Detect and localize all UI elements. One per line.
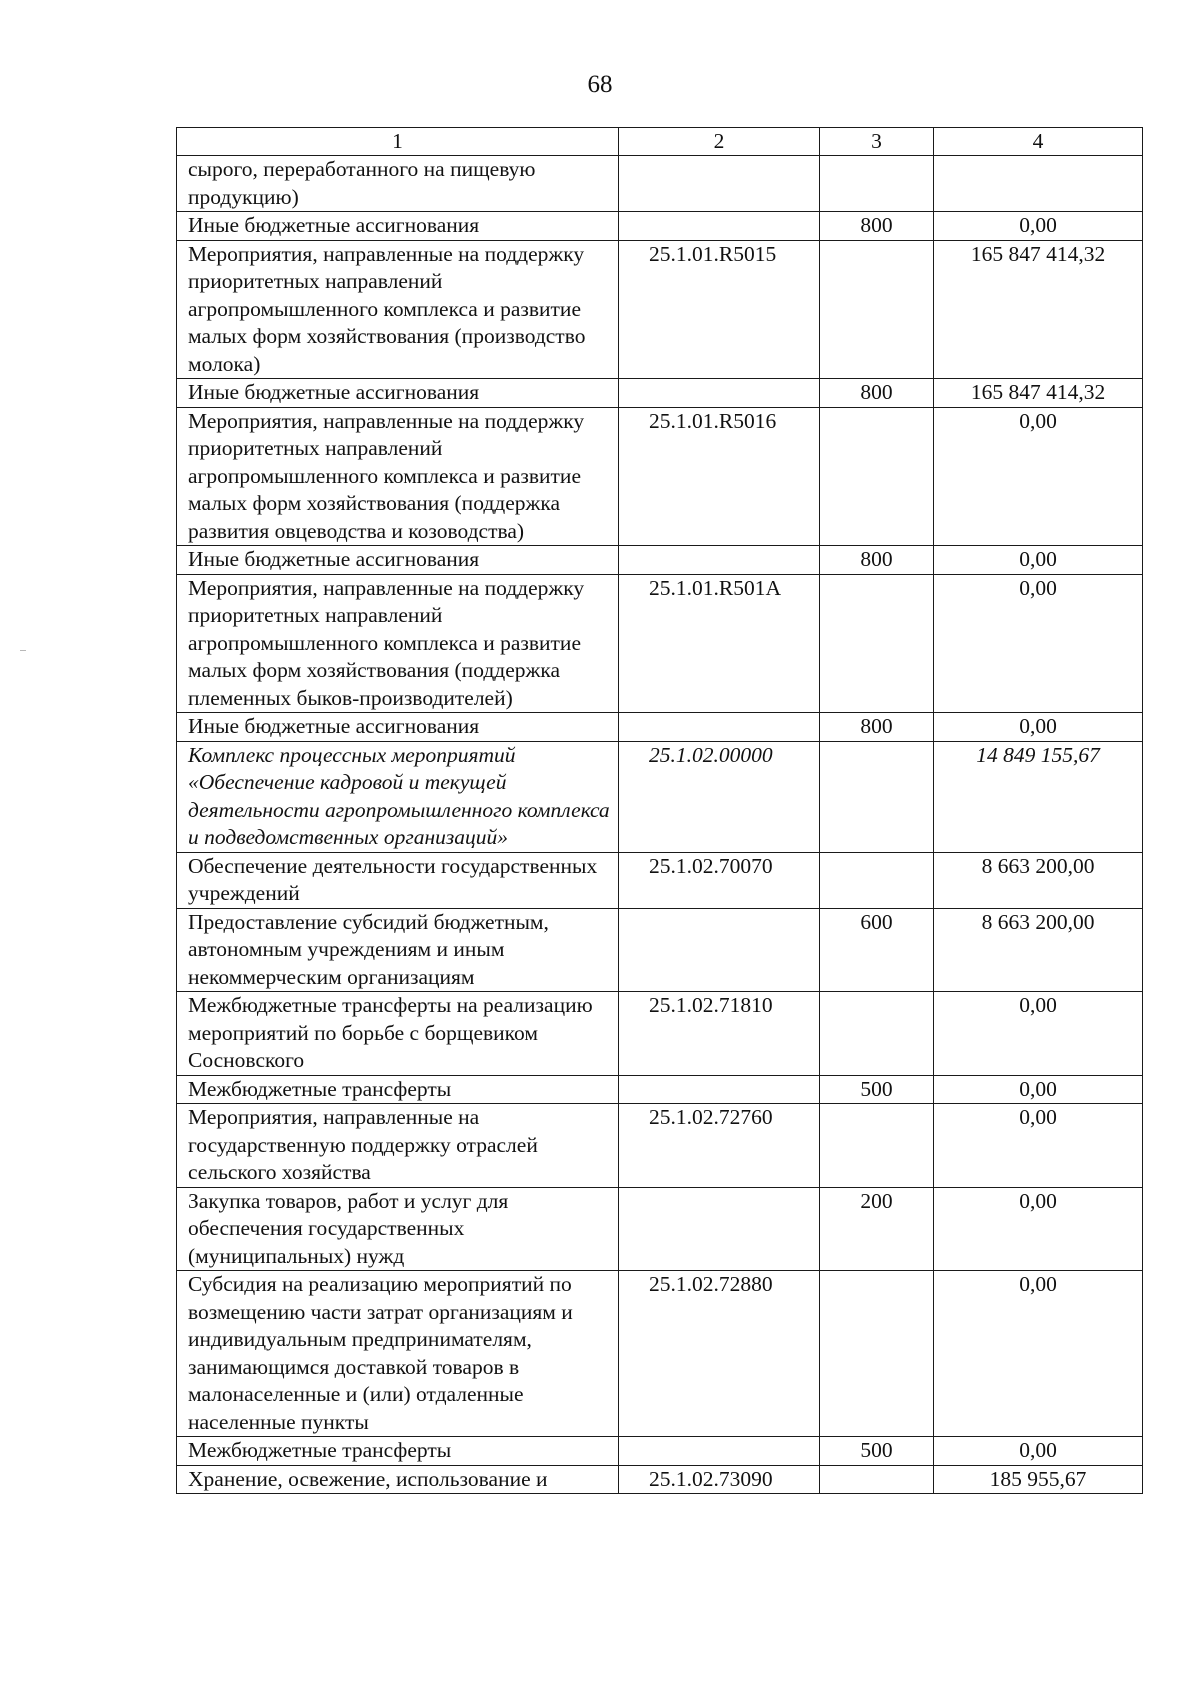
row-name-cell: Межбюджетные трансферты на реализацию мероприятий по борьбе с борщевиком Сосновского <box>177 992 619 1076</box>
row-expense-type-cell <box>820 741 934 852</box>
row-code-cell: 25.1.02.73090 <box>619 1465 820 1494</box>
row-amount-cell: 0,00 <box>934 1104 1143 1188</box>
page-number: 68 <box>587 71 613 98</box>
row-amount-cell: 185 955,67 <box>934 1465 1143 1494</box>
column-header-1: 1 <box>177 128 619 156</box>
table-row <box>177 1075 1143 1104</box>
table-row <box>177 156 1143 212</box>
column-header-4: 4 <box>934 128 1143 156</box>
row-name-cell: Комплекс процессных мероприятий «Обеспечение кадровой и текущей деятельности агропромышленного комплекса и подведомственных организаций» <box>177 741 619 852</box>
row-name-cell: Закупка товаров, работ и услуг для обеспечения государственных (муниципальных) нужд <box>177 1187 619 1271</box>
column-header-3: 3 <box>820 128 934 156</box>
row-code-cell <box>619 713 820 742</box>
row-name-cell: Иные бюджетные ассигнования <box>177 212 619 241</box>
row-expense-type-cell <box>820 574 934 713</box>
row-expense-type-cell: 800 <box>820 546 934 575</box>
row-code-cell: 25.1.01.R501A <box>619 574 820 713</box>
row-code-cell: 25.1.02.72880 <box>619 1271 820 1437</box>
table-row <box>177 546 1143 575</box>
row-name-cell: Межбюджетные трансферты <box>177 1437 619 1466</box>
row-code-cell: 25.1.02.72760 <box>619 1104 820 1188</box>
row-name-cell: Мероприятия, направленные на поддержку приоритетных направлений агропромышленного комплекса и развитие малых форм хозяйствования (поддержка развития овцеводства и козоводства) <box>177 407 619 546</box>
row-name-cell: Предоставление субсидий бюджетным, автономным учреждениям и иным некоммерческим организациям <box>177 908 619 992</box>
row-code-cell: 25.1.02.71810 <box>619 992 820 1076</box>
row-amount-cell: 0,00 <box>934 1187 1143 1271</box>
row-expense-type-cell: 800 <box>820 713 934 742</box>
row-amount-cell: 0,00 <box>934 713 1143 742</box>
row-code-cell <box>619 1187 820 1271</box>
row-amount-cell: 0,00 <box>934 1437 1143 1466</box>
row-amount-cell: 0,00 <box>934 1075 1143 1104</box>
row-amount-cell: 8 663 200,00 <box>934 852 1143 908</box>
row-amount-cell: 8 663 200,00 <box>934 908 1143 992</box>
row-expense-type-cell <box>820 1465 934 1494</box>
row-code-cell <box>619 1075 820 1104</box>
row-name-cell: Иные бюджетные ассигнования <box>177 379 619 408</box>
table-row <box>177 1271 1143 1437</box>
row-code-cell <box>619 379 820 408</box>
row-name-cell: Иные бюджетные ассигнования <box>177 546 619 575</box>
row-name-cell: Мероприятия, направленные на поддержку приоритетных направлений агропромышленного комплекса и развитие малых форм хозяйствования (поддержка племенных быков-производителей) <box>177 574 619 713</box>
row-expense-type-cell <box>820 240 934 379</box>
row-amount-cell: 165 847 414,32 <box>934 240 1143 379</box>
table-row <box>177 1104 1143 1188</box>
row-code-cell: 25.1.01.R5016 <box>619 407 820 546</box>
budget-table <box>176 127 1143 1494</box>
row-amount-cell <box>934 156 1143 212</box>
row-name-cell: Иные бюджетные ассигнования <box>177 713 619 742</box>
row-code-cell <box>619 212 820 241</box>
row-expense-type-cell: 500 <box>820 1075 934 1104</box>
row-expense-type-cell: 800 <box>820 212 934 241</box>
row-name-cell: Субсидия на реализацию мероприятий по возмещению части затрат организациям и индивидуальным предпринимателям, занимающимся доставкой товаров в малонаселенные и (или) отдаленные населенные пункты <box>177 1271 619 1437</box>
row-expense-type-cell <box>820 1271 934 1437</box>
table-row <box>177 407 1143 546</box>
row-expense-type-cell: 200 <box>820 1187 934 1271</box>
row-amount-cell: 0,00 <box>934 546 1143 575</box>
row-expense-type-cell <box>820 1104 934 1188</box>
row-code-cell <box>619 156 820 212</box>
row-amount-cell: 0,00 <box>934 212 1143 241</box>
column-header-2: 2 <box>619 128 820 156</box>
row-code-cell <box>619 1437 820 1466</box>
row-code-cell <box>619 908 820 992</box>
row-expense-type-cell: 600 <box>820 908 934 992</box>
table-row <box>177 240 1143 379</box>
row-name-cell: Мероприятия, направленные на государственную поддержку отраслей сельского хозяйства <box>177 1104 619 1188</box>
table-row <box>177 1437 1143 1466</box>
row-amount-cell: 0,00 <box>934 992 1143 1076</box>
row-amount-cell: 0,00 <box>934 1271 1143 1437</box>
row-expense-type-cell <box>820 156 934 212</box>
column-number-row <box>177 128 1143 156</box>
table-row <box>177 741 1143 852</box>
row-name-cell: сырого, переработанного на пищевую продукцию) <box>177 156 619 212</box>
row-code-cell <box>619 546 820 575</box>
table-row <box>177 1465 1143 1494</box>
table-row <box>177 1187 1143 1271</box>
row-expense-type-cell <box>820 852 934 908</box>
row-code-cell: 25.1.01.R5015 <box>619 240 820 379</box>
row-amount-cell: 165 847 414,32 <box>934 379 1143 408</box>
table-row <box>177 908 1143 992</box>
table-row <box>177 852 1143 908</box>
row-amount-cell: 0,00 <box>934 574 1143 713</box>
row-name-cell: Обеспечение деятельности государственных учреждений <box>177 852 619 908</box>
table-row <box>177 212 1143 241</box>
row-amount-cell: 14 849 155,67 <box>934 741 1143 852</box>
row-amount-cell: 0,00 <box>934 407 1143 546</box>
row-expense-type-cell: 800 <box>820 379 934 408</box>
row-name-cell: Мероприятия, направленные на поддержку приоритетных направлений агропромышленного комплекса и развитие малых форм хозяйствования (производство молока) <box>177 240 619 379</box>
row-expense-type-cell: 500 <box>820 1437 934 1466</box>
row-name-cell: Хранение, освежение, использование и <box>177 1465 619 1494</box>
budget-table-body <box>177 128 1143 1494</box>
table-row <box>177 379 1143 408</box>
row-expense-type-cell <box>820 407 934 546</box>
table-row <box>177 992 1143 1076</box>
table-row <box>177 713 1143 742</box>
row-expense-type-cell <box>820 992 934 1076</box>
row-code-cell: 25.1.02.70070 <box>619 852 820 908</box>
row-name-cell: Межбюджетные трансферты <box>177 1075 619 1104</box>
scan-artifact <box>20 650 26 651</box>
row-code-cell: 25.1.02.00000 <box>619 741 820 852</box>
table-row <box>177 574 1143 713</box>
